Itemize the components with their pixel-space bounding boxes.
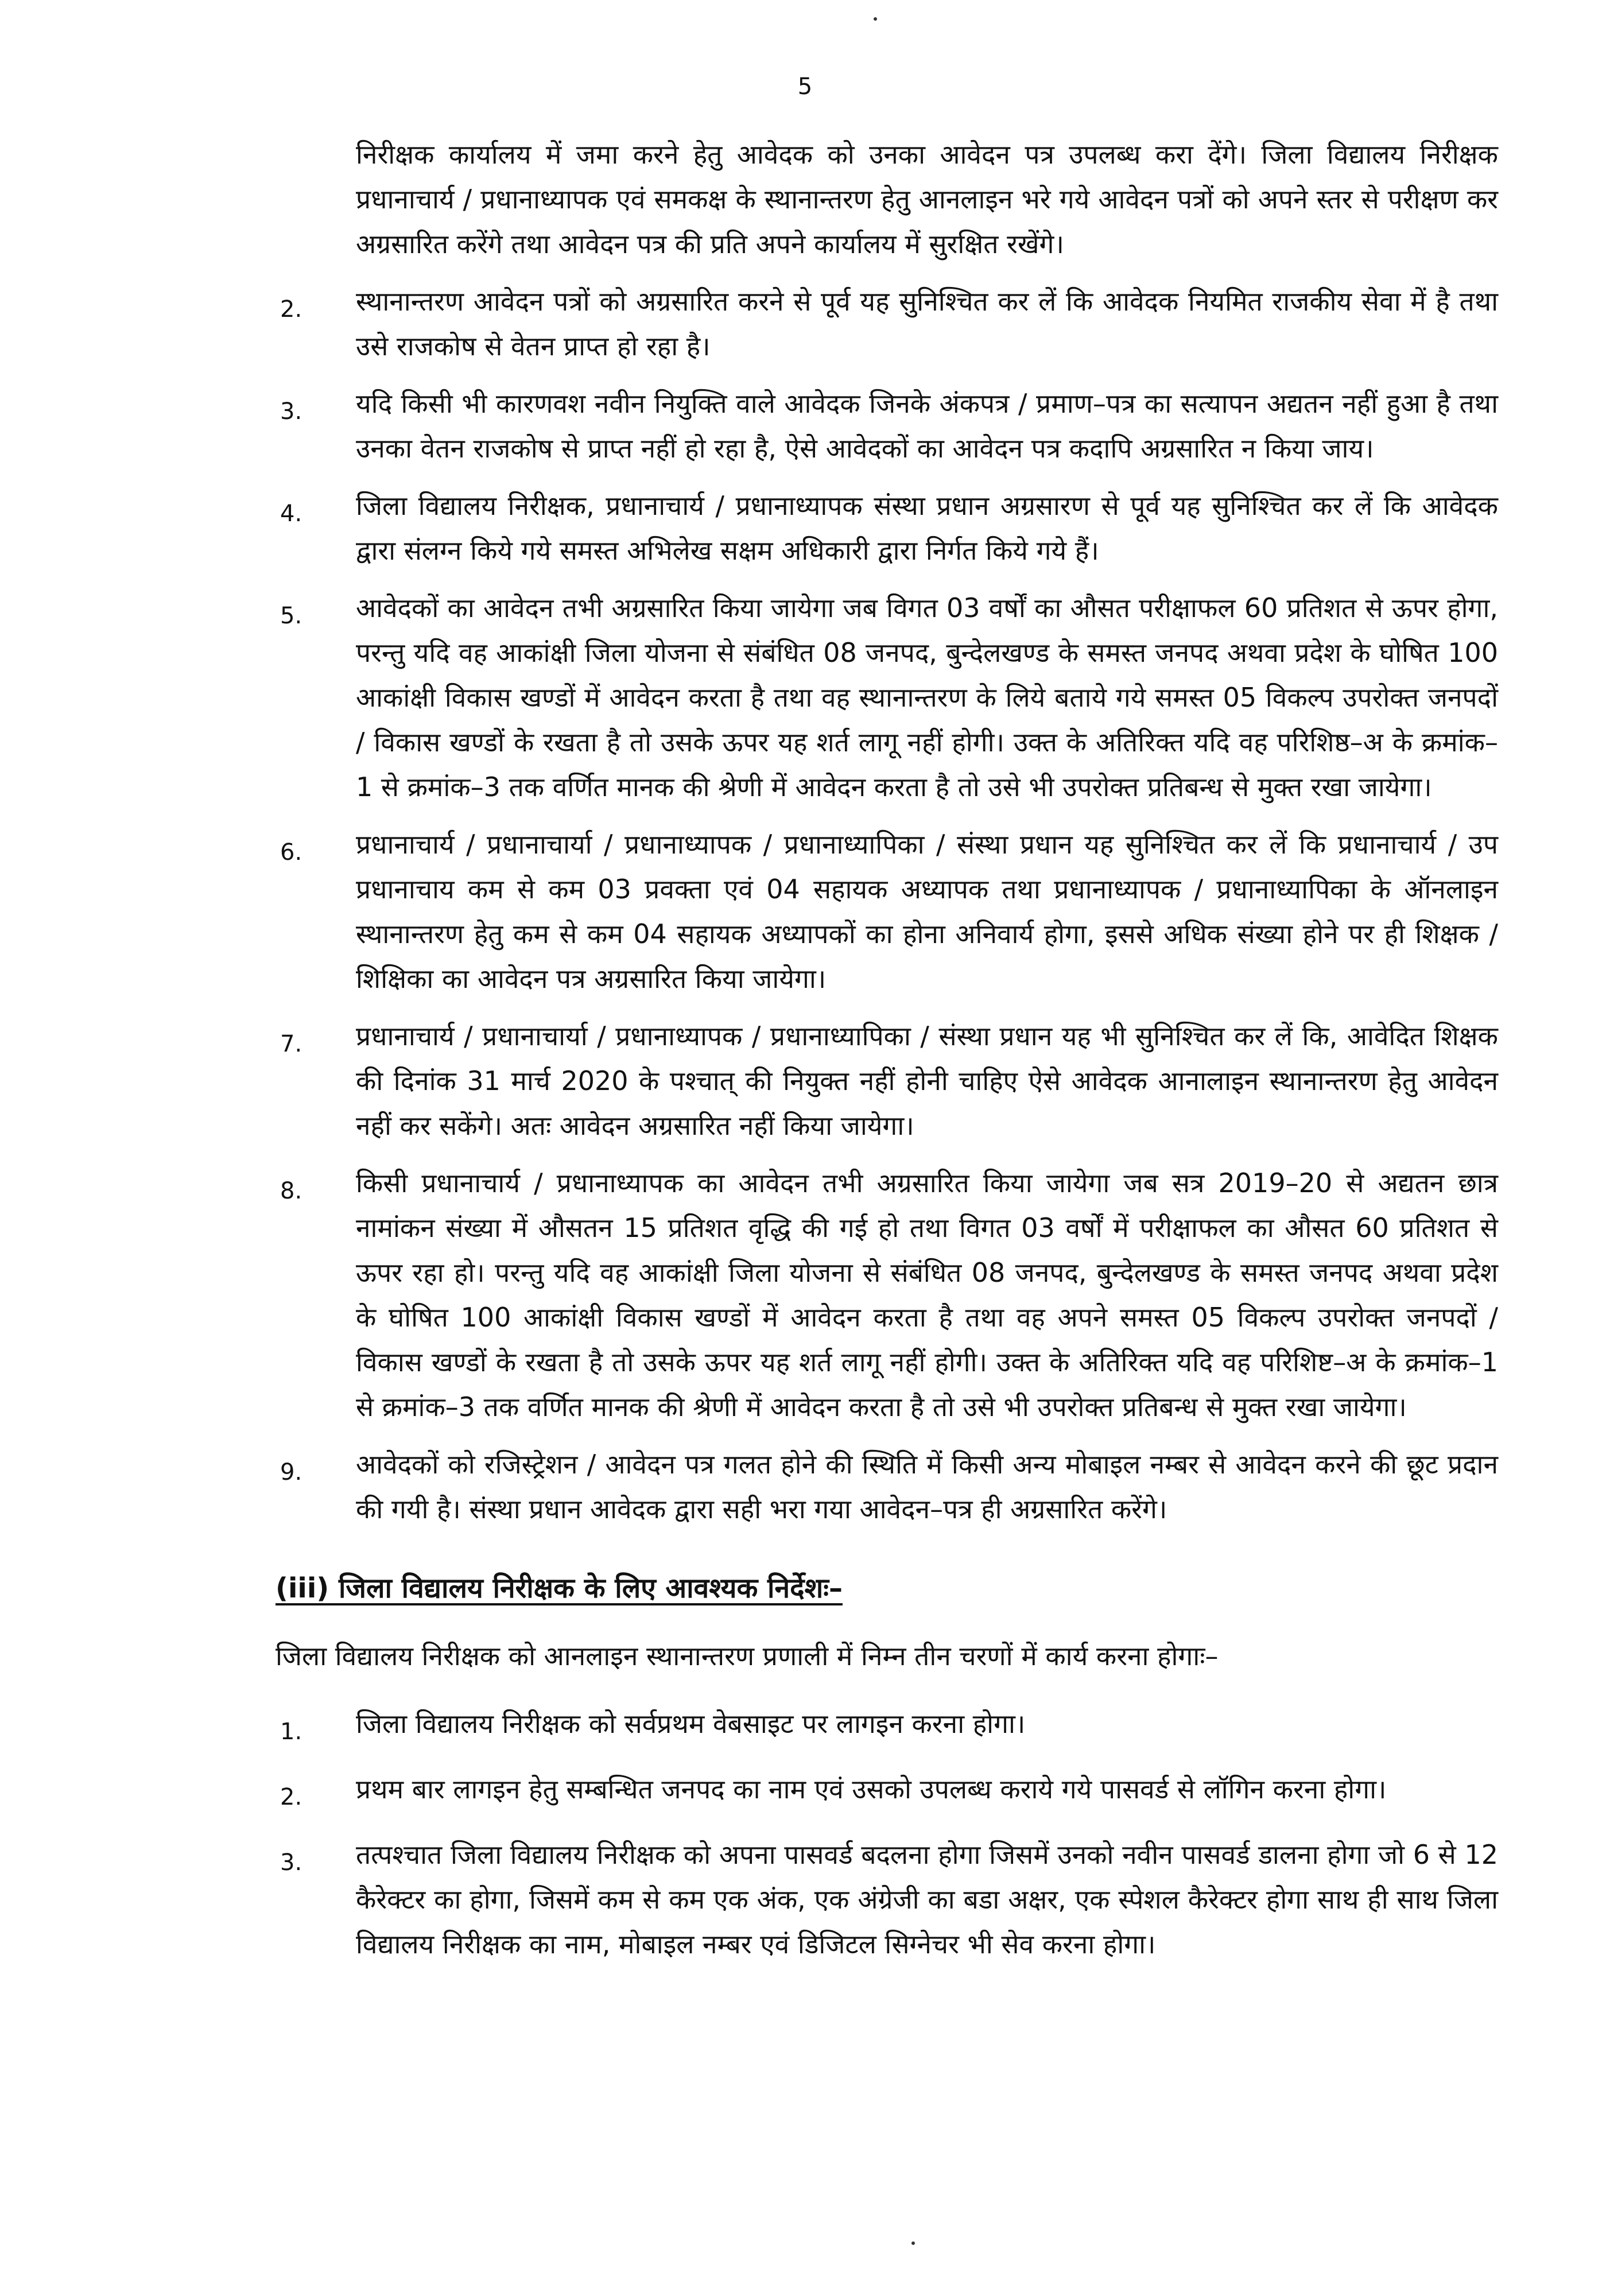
list-text: स्थानान्तरण आवेदन पत्रों को अग्रसारित करने से पूर्व यह सुनिश्चित कर लें कि आवेदक नियमित राजकीय सेवा में है तथा उसे राजकोष से वेतन प्राप्त हो रहा है। (356, 286, 1498, 362)
list-item (276, 1767, 1498, 1820)
list-text: जिला विद्यालय निरीक्षक, प्रधानाचार्य / प्रधानाध्यापक संस्था प्रधान अग्रसारण से पूर्व यह सुनिश्चित कर लें कि आवेदक द्वारा संलग्न किये गये समस्त अभिलेख सक्षम अधिकारी द्वारा निर्गत किये गये हैं। (356, 490, 1498, 566)
list-text: तत्पश्चात जिला विद्यालय निरीक्षक को अपना पासवर्ड बदलना होगा जिसमें उनको नवीन पासवर्ड डालना होगा जो 6 से 12 कैरेक्टर का होगा, जिसमें कम से कम एक अंक, एक अंग्रेजी का बडा अक्षर, एक स्पेशल कैरेक्टर होगा साथ ही साथ जिला विद्यालय निरीक्षक का नाम, मोबाइल नम्बर एवं डिजिटल सिग्नेचर भी सेव करना होगा। (356, 1839, 1498, 1960)
list-number: 6. (280, 839, 302, 866)
list-number: 9. (280, 1459, 302, 1486)
list-item (276, 1014, 1498, 1148)
list-number: 3. (280, 398, 302, 425)
list-number: 3. (280, 1849, 302, 1876)
page-number: 5 (797, 73, 813, 100)
list-number: 1. (280, 1719, 302, 1745)
list-number: 2. (280, 1784, 302, 1810)
list-item (276, 279, 1498, 369)
list-item (276, 1701, 1498, 1754)
list-text: आवेदकों का आवेदन तभी अग्रसारित किया जायेगा जब विगत 03 वर्षों का औसत परीक्षाफल 60 प्रतिशत से ऊपर होगा, परन्तु यदि वह आकांक्षी जिला योजना से संबंधित 08 जनपद, बुन्देलखण्ड के समस्त जनपद अथवा प्रदेश के घोषित 100 आकांक्षी विकास खण्डों में आवेदन करता है तथा वह स्थानान्तरण के लिये बताये गये समस्त 05 विकल्प उपरोक्त जनपदों / विकास खण्डों के रखता है तो उसके ऊपर यह शर्त लागू नहीं होगी। उक्त के अतिरिक्त यदि वह परिशिष्ठ–अ के क्रमांक–1 से क्रमांक–3 तक वर्णित मानक की श्रेणी में आवेदन करता है तो उसे भी उपरोक्त प्रतिबन्ध से मुक्त रखा जायेगा। (356, 592, 1498, 802)
list-number: 5. (280, 603, 302, 629)
list-text: यदि किसी भी कारणवश नवीन नियुक्ति वाले आवेदक जिनके अंकपत्र / प्रमाण–पत्र का सत्यापन अद्यतन नहीं हुआ है तथा उनका वेतन राजकोष से प्राप्त नहीं हो रहा है, ऐसे आवेदकों का आवेदन पत्र कदापि अग्रसारित न किया जाय। (356, 388, 1498, 464)
list-item (276, 822, 1498, 1001)
list-item (276, 483, 1498, 573)
list-number: 2. (280, 296, 302, 323)
list-text: प्रधानाचार्य / प्रधानाचार्या / प्रधानाध्यापक / प्रधानाध्यापिका / संस्था प्रधान यह भी सुनिश्चित कर लें कि, आवेदित शिक्षक की दिनांक 31 मार्च 2020 के पश्चात् की नियुक्त नहीं होनी चाहिए ऐसे आवेदक आनालाइन स्थानान्तरण हेतु आवेदन नहीं कर सकेंगे। अतः आवेदन अग्रसारित नहीं किया जायेगा। (356, 1021, 1498, 1141)
section-intro: जिला विद्यालय निरीक्षक को आनलाइन स्थानान्तरण प्रणाली में निम्न तीन चरणों में कार्य करना होगाः– (276, 1640, 1219, 1671)
list-number: 7. (280, 1031, 302, 1057)
list-number: 8. (280, 1178, 302, 1204)
list-text: जिला विद्यालय निरीक्षक को सर्वप्रथम वेबसाइट पर लागइन करना होगा। (356, 1708, 1026, 1739)
scan-mark-top (874, 17, 877, 21)
list-item (276, 1832, 1498, 1967)
list-item (276, 1161, 1498, 1429)
scan-mark-bottom (911, 2241, 915, 2245)
list-number: 4. (280, 501, 302, 527)
list-text: प्रथम बार लागइन हेतु सम्बन्धित जनपद का नाम एवं उसको उपलब्ध कराये गये पासवर्ड से लॉगिन करना होगा। (356, 1774, 1387, 1805)
paragraph-continuation: निरीक्षक कार्यालय में जमा करने हेतु आवेदक को उनका आवेदन पत्र उपलब्ध करा देंगे। जिला विद्यालय निरीक्षक प्रधानाचार्य / प्रधानाध्यापक एवं समकक्ष के स्थानान्तरण हेतु आनलाइन भरे गये आवेदन पत्रों को अपने स्तर से परीक्षण कर अग्रसारित करेंगे तथा आवेदन पत्र की प्रति अपने कार्यालय में सुरक्षित रखेंगे। (356, 139, 1498, 259)
section-heading: (iii) जिला विद्यालय निरीक्षक के लिए आवश्यक निर्देशः– (276, 1572, 843, 1604)
list-item (276, 381, 1498, 471)
list-text: किसी प्रधानाचार्य / प्रधानाध्यापक का आवेदन तभी अग्रसारित किया जायेगा जब सत्र 2019–20 से अद्यतन छात्र नामांकन संख्या में औसतन 15 प्रतिशत वृद्धि की गई हो तथा विगत 03 वर्षों में परीक्षाफल का औसत 60 प्रतिशत से ऊपर रहा हो। परन्तु यदि वह आकांक्षी जिला योजना से संबंधित 08 जनपद, बुन्देलखण्ड के समस्त जनपद अथवा प्रदेश के घोषित 100 आकांक्षी विकास खण्डों में आवेदन करता है तथा वह अपने समस्त 05 विकल्प उपरोक्त जनपदों / विकास खण्डों के रखता है तो उसके ऊपर यह शर्त लागू नहीं होगी। उक्त के अतिरिक्त यदि वह परिशिष्ट–अ के क्रमांक–1 से क्रमांक–3 तक वर्णित मानक की श्रेणी में आवेदन करता है तो उसे भी उपरोक्त प्रतिबन्ध से मुक्त रखा जायेगा। (356, 1168, 1498, 1422)
document-body (276, 132, 1498, 1979)
list-item (276, 585, 1498, 809)
list-item (276, 1442, 1498, 1531)
list-text: प्रधानाचार्य / प्रधानाचार्या / प्रधानाध्यापक / प्रधानाध्यापिका / संस्था प्रधान यह सुनिश्चित कर लें कि प्रधानाचार्य / उप प्रधानाचाय कम से कम 03 प्रवक्ता एवं 04 सहायक अध्यापक तथा प्रधानाध्यापक / प्रधानाध्यापिका के ऑनलाइन स्थानान्तरण हेतु कम से कम 04 सहायक अध्यापकों का होना अनिवार्य होगा, इससे अधिक संख्या होने पर ही शिक्षक / शिक्षिका का आवेदन पत्र अग्रसारित किया जायेगा। (356, 829, 1498, 994)
list-text: आवेदकों को रजिस्ट्रेशन / आवेदन पत्र गलत होने की स्थिति में किसी अन्य मोबाइल नम्बर से आवेदन करने की छूट प्रदान की गयी है। संस्था प्रधान आवेदक द्वारा सही भरा गया आवेदन–पत्र ही अग्रसारित करेंगे। (356, 1449, 1498, 1525)
